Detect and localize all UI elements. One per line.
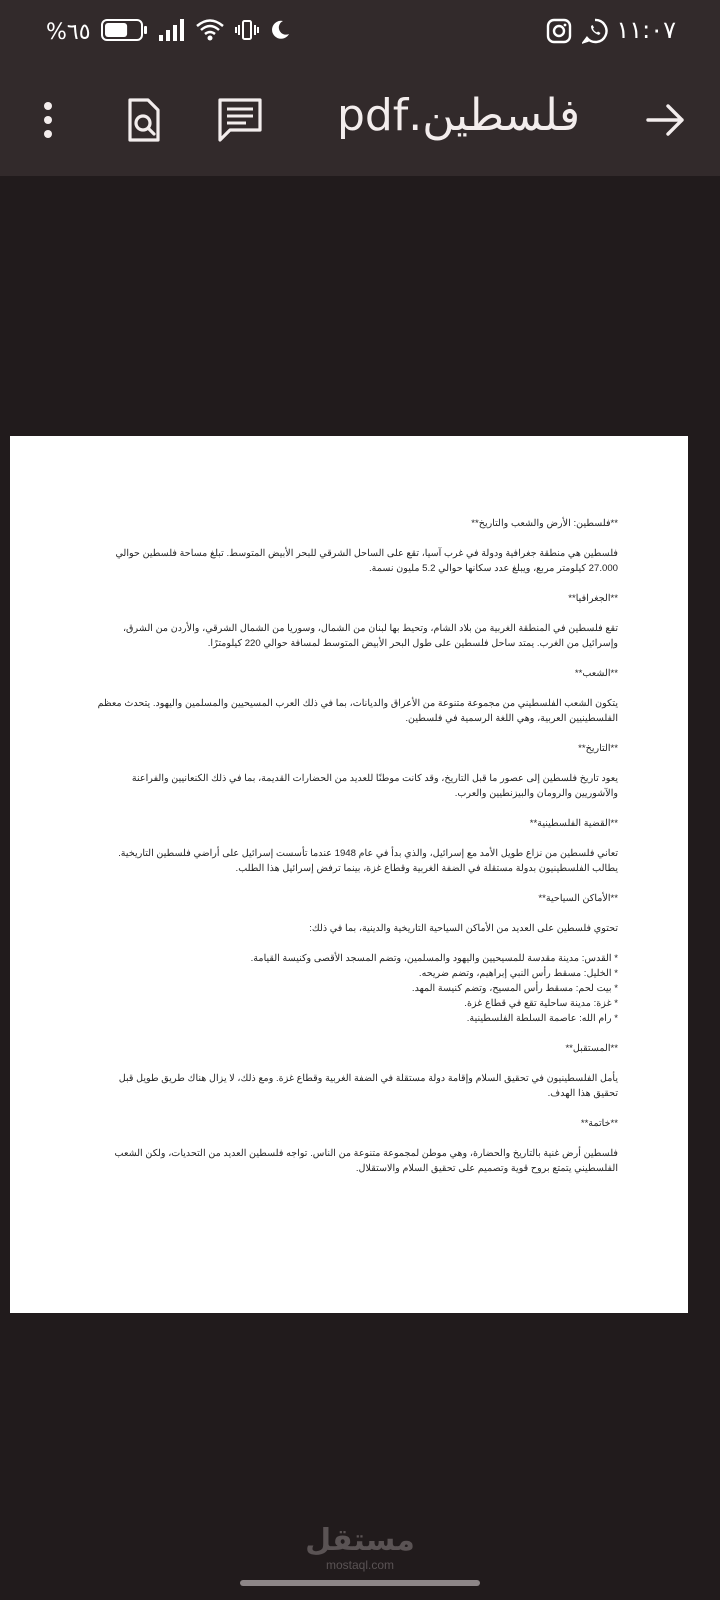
gesture-home-bar[interactable] <box>240 1580 480 1586</box>
vibrate-icon <box>235 18 259 46</box>
pdf-page[interactable] <box>10 436 688 1313</box>
doc-paragraph: تعاني فلسطين من نزاع طويل الأمد مع إسرائيل، والذي بدأ في عام 1948 عندما تأسست إسرائيل على أراضي فلسطين التاريخية. يطالب الفلسطينيون بدولة مستقلة في الضفة الغربية وقطاع غزة، بينما ترفض إسرائيل هذا الطلب. <box>118 848 618 874</box>
doc-paragraph: فلسطين هي منطقة جغرافية ودولة في غرب آسيا، تقع على الساحل الشرقي للبحر الأبيض المتوسط. تبلغ مساحة فلسطين حوالي 27.000 كيلومتر مربع، ويبلغ عدد سكانها حوالي 5.2 مليون نسمة. <box>115 548 618 574</box>
doc-heading: **خاتمة** <box>580 1118 618 1129</box>
doc-heading: **الشعب** <box>574 668 618 679</box>
find-in-document-icon[interactable] <box>120 96 168 144</box>
doc-paragraph: يأمل الفلسطينيون في تحقيق السلام وإقامة دولة مستقلة في الضفة الغربية وقطاع غزة. ومع ذلك، لا يزال هناك طريق طويل قبل تحقيق هذا الهدف. <box>118 1073 618 1099</box>
document-text <box>92 516 618 1191</box>
doc-heading: **التاريخ** <box>578 743 618 754</box>
wifi-icon <box>195 18 225 46</box>
watermark-latin: mostaql.com <box>325 1558 395 1572</box>
do-not-disturb-moon-icon <box>269 19 291 45</box>
doc-paragraph: تحتوي فلسطين على العديد من الأماكن السياحية التاريخية والدينية، بما في ذلك: <box>309 923 618 934</box>
watermark-arabic: مستقل <box>305 1523 415 1558</box>
doc-bullet-item: * القدس: مدينة مقدسة للمسيحيين واليهود والمسلمين، وتضم المسجد الأقصى وكنيسة القيامة. <box>250 953 618 964</box>
battery-percent: %٦٥ <box>46 19 91 45</box>
status-bar-system-icons <box>46 18 291 46</box>
doc-title: **فلسطين: الأرض والشعب والتاريخ** <box>471 518 618 529</box>
comments-icon[interactable] <box>216 96 264 144</box>
doc-heading: **الجغرافيا** <box>568 593 618 604</box>
doc-heading: **الأماكن السياحية** <box>538 893 618 904</box>
doc-bullet-item: * بيت لحم: مسقط رأس المسيح، وتضم كنيسة المهد. <box>411 983 618 994</box>
doc-heading: **المستقبل** <box>565 1043 618 1054</box>
signal-icon <box>157 18 185 46</box>
doc-paragraph: يعود تاريخ فلسطين إلى عصور ما قبل التاريخ، وقد كانت موطنًا للعديد من الحضارات القديمة، بما في ذلك الكنعانيين والفراعنة والآشوريين والرومان والبيزنطيين والعرب. <box>131 773 618 799</box>
mostaql-watermark <box>0 1524 720 1572</box>
doc-bullet-list <box>92 951 618 1026</box>
instagram-icon <box>546 18 574 46</box>
clock-time: ١١:٠٧ <box>616 16 676 44</box>
app-bar <box>0 64 720 176</box>
whatsapp-icon <box>582 18 610 46</box>
doc-paragraph: يتكون الشعب الفلسطيني من مجموعة متنوعة من الأعراق والديانات، بما في ذلك العرب المسيحيين والمسلمين واليهود. يتحدث معظم الفلسطينيين العربية، وهي اللغة الرسمية في فلسطين. <box>97 698 618 724</box>
doc-bullet-item: * رام الله: عاصمة السلطة الفلسطينية. <box>466 1013 618 1024</box>
doc-heading: **القضية الفلسطينية** <box>529 818 618 829</box>
back-arrow-icon[interactable] <box>642 96 690 144</box>
doc-paragraph: تقع فلسطين في المنطقة الغربية من بلاد الشام، وتحيط بها لبنان من الشمال، وسوريا من الشمال الشرقي، والأردن من الشرق، وإسرائيل من الغرب. يمتد ساحل فلسطين على طول البحر الأبيض المتوسط لمسافة حوالي 220 كيلومترًا. <box>122 623 618 649</box>
document-title: فلسطين.pdf <box>336 90 580 141</box>
doc-bullet-item: * الخليل: مسقط رأس النبي إبراهيم، وتضم ضريحه. <box>418 968 618 979</box>
battery-icon <box>101 18 147 46</box>
status-bar <box>0 0 720 64</box>
doc-paragraph: فلسطين أرض غنية بالتاريخ والحضارة، وهي موطن لمجموعة متنوعة من الناس. تواجه فلسطين العديد من التحديات، ولكن الشعب الفلسطيني يتمتع بروح قوية وتصميم على تحقيق السلام والاستقلال. <box>114 1148 618 1174</box>
more-options-icon[interactable] <box>24 96 72 144</box>
doc-bullet-item: * غزة: مدينة ساحلية تقع في قطاع غزة. <box>464 998 618 1009</box>
